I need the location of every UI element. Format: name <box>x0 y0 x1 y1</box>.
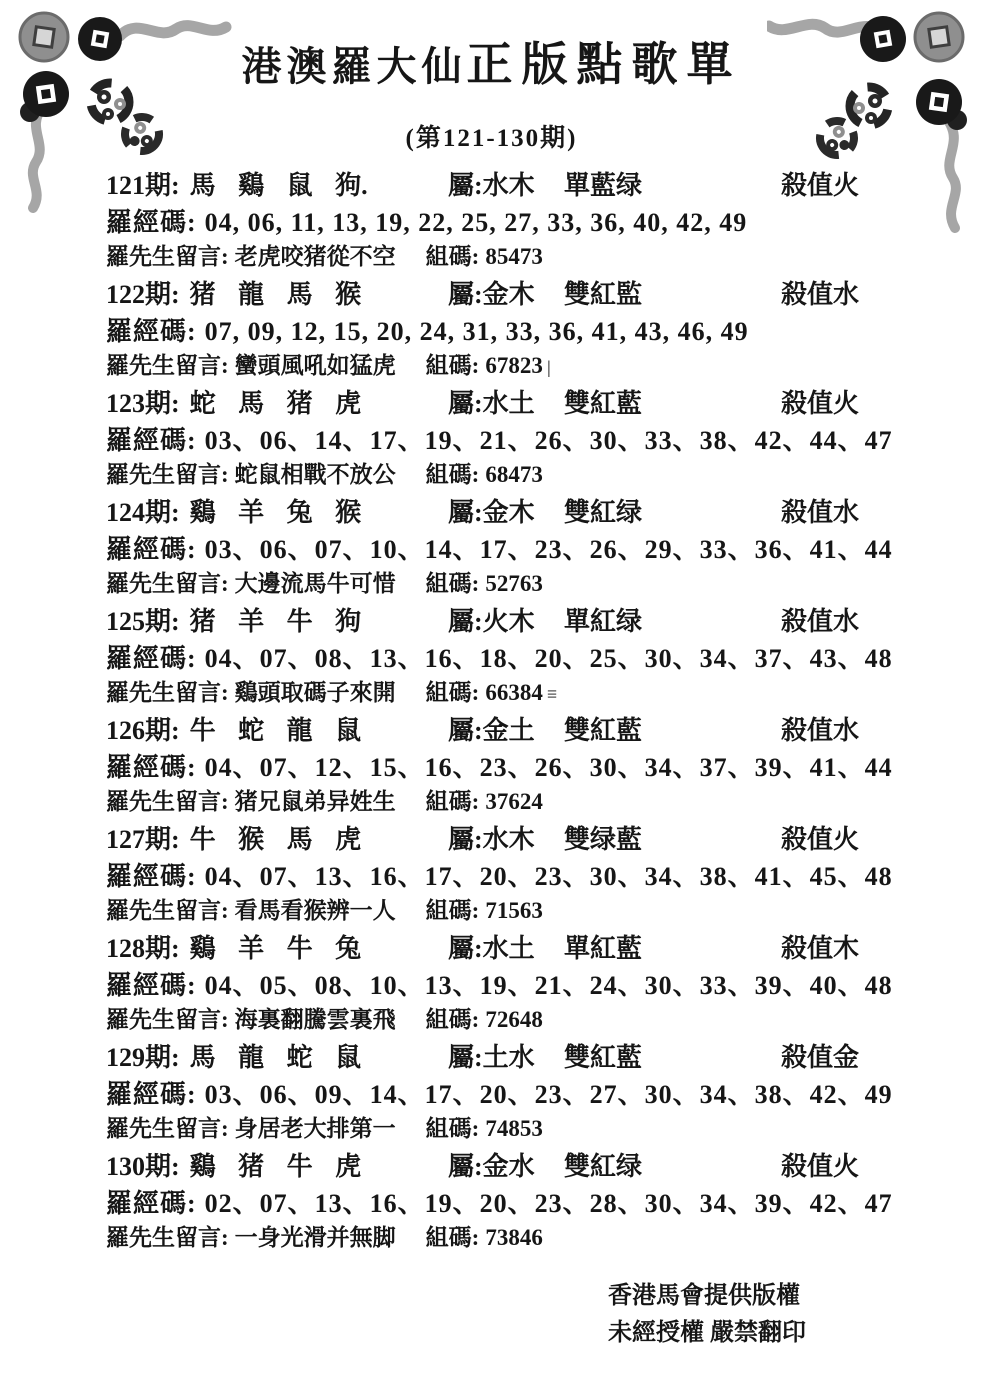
luo-codes-line <box>106 204 872 242</box>
message-text: 鷄頭取碼子來開 <box>234 680 396 705</box>
belong-label: 屬: <box>448 389 483 418</box>
period-suffix-label: 期: <box>145 825 180 854</box>
footer-line-2: 未經授權 嚴禁翻印 <box>608 1320 806 1346</box>
luo-codes-label: 羅經碼: <box>106 1189 197 1218</box>
luo-codes-line <box>106 858 893 896</box>
kill-prefix-label: 殺值 <box>781 607 834 636</box>
period-and-animals <box>106 1149 448 1185</box>
group-code-value: 72648 <box>485 1007 543 1032</box>
period-suffix-label: 期: <box>145 280 180 309</box>
kill-value <box>781 1149 872 1185</box>
print-noise-mark: | <box>546 357 551 377</box>
group-code-label: 組碼: <box>425 1116 480 1141</box>
luo-codes-line <box>106 1185 893 1223</box>
period-and-animals <box>106 931 448 967</box>
period-section <box>106 822 893 929</box>
period-header-line <box>106 277 872 313</box>
message-text: 一身光滑并無脚 <box>234 1225 396 1250</box>
period-section <box>106 931 893 1038</box>
period-suffix-label: 期: <box>145 389 180 418</box>
luo-codes-numbers: 03、06、14、17、19、21、26、30、33、38、42、44、47 <box>204 426 893 455</box>
issue-range-subtitle: (第121-130期) <box>405 125 578 152</box>
group-code-label: 組碼: <box>425 462 480 487</box>
document-header <box>0 0 983 154</box>
message-text: 海裏翻騰雲裏飛 <box>234 1007 396 1032</box>
message-label: 羅先生留言: <box>106 244 229 269</box>
period-number: 121 <box>106 171 145 200</box>
kill-prefix-label: 殺值 <box>781 1043 834 1072</box>
luo-codes-label: 羅經碼: <box>106 535 197 564</box>
kill-value <box>781 931 872 967</box>
belong-label: 屬: <box>448 1043 483 1072</box>
period-suffix-label: 期: <box>145 1152 180 1181</box>
message-text: 大邊流馬牛可惜 <box>234 571 396 596</box>
luo-codes-numbers: 04, 06, 11, 13, 19, 22, 25, 27, 33, 36, 40, 42, 49 <box>204 208 748 237</box>
luo-codes-line <box>106 531 893 569</box>
print-noise-mark: ≡ <box>546 684 558 704</box>
element-attribute <box>448 495 564 531</box>
period-number: 129 <box>106 1043 145 1072</box>
period-number: 125 <box>106 607 145 636</box>
elements-value: 土水 <box>482 1043 535 1072</box>
kill-prefix-label: 殺值 <box>781 280 834 309</box>
kill-element: 水 <box>833 498 860 527</box>
belong-label: 屬: <box>448 171 483 200</box>
group-code-label: 組碼: <box>425 680 480 705</box>
group-code-value: 74853 <box>485 1116 543 1141</box>
belong-label: 屬: <box>448 825 483 854</box>
group-code-label: 組碼: <box>425 571 480 596</box>
period-and-animals <box>106 495 448 531</box>
message-label: 羅先生留言: <box>106 353 229 378</box>
kill-element: 水 <box>833 280 860 309</box>
group-code-label: 組碼: <box>425 244 480 269</box>
luo-codes-numbers: 04、07、08、13、16、18、20、25、30、34、37、43、48 <box>204 644 893 673</box>
animals-list: 鷄 羊 兔 猴 <box>189 498 362 527</box>
message-label: 羅先生留言: <box>106 898 229 923</box>
period-and-animals <box>106 1040 448 1076</box>
luo-codes-label: 羅經碼: <box>106 862 197 891</box>
luo-codes-numbers: 07, 09, 12, 15, 20, 24, 31, 33, 36, 41, 43, 46, 49 <box>204 317 749 346</box>
luo-codes-line <box>106 967 893 1005</box>
luo-codes-line <box>106 1076 893 1114</box>
kill-element: 火 <box>833 389 860 418</box>
period-and-animals <box>106 713 448 749</box>
message-line <box>106 787 872 820</box>
group-code-label: 組碼: <box>425 1225 480 1250</box>
color-combination: 雙紅監 <box>564 280 643 309</box>
element-attribute <box>448 713 564 749</box>
period-and-animals <box>106 386 448 422</box>
group-code-value: 52763 <box>485 571 543 596</box>
element-attribute <box>448 277 564 313</box>
group-code-label: 組碼: <box>425 353 480 378</box>
belong-label: 屬: <box>448 280 483 309</box>
kill-element: 木 <box>833 934 860 963</box>
message-label: 羅先生留言: <box>106 1007 229 1032</box>
message-line <box>106 896 872 929</box>
animals-list: 馬 鷄 鼠 狗. <box>189 171 368 200</box>
elements-value: 火木 <box>482 607 535 636</box>
message-line <box>106 1005 872 1038</box>
color-combination: 單紅藍 <box>564 934 643 963</box>
title-main: 正版點歌單 <box>466 39 742 90</box>
color-combination: 雙紅藍 <box>564 716 643 745</box>
kill-prefix-label: 殺值 <box>781 825 834 854</box>
animals-list: 馬 龍 蛇 鼠 <box>189 1043 362 1072</box>
period-header-line <box>106 168 872 204</box>
message-text: 身居老大排第一 <box>234 1116 396 1141</box>
period-header-line <box>106 495 872 531</box>
period-section <box>106 1149 893 1256</box>
element-attribute <box>448 386 564 422</box>
period-number: 122 <box>106 280 145 309</box>
message-label: 羅先生留言: <box>106 680 229 705</box>
kill-prefix-label: 殺值 <box>781 716 834 745</box>
message-label: 羅先生留言: <box>106 789 229 814</box>
period-section <box>106 604 893 711</box>
belong-label: 屬: <box>448 607 483 636</box>
period-suffix-label: 期: <box>145 171 180 200</box>
element-attribute <box>448 168 564 204</box>
period-section <box>106 713 893 820</box>
message-line <box>106 569 872 602</box>
belong-label: 屬: <box>448 1152 483 1181</box>
period-header-line <box>106 713 872 749</box>
period-number: 124 <box>106 498 145 527</box>
elements-value: 金木 <box>482 498 535 527</box>
period-header-line <box>106 1040 872 1076</box>
kill-element: 水 <box>833 607 860 636</box>
kill-element: 金 <box>833 1043 860 1072</box>
elements-value: 水土 <box>482 934 535 963</box>
luo-codes-line <box>106 422 893 460</box>
element-attribute <box>448 1040 564 1076</box>
message-text: 蛇鼠相戰不放公 <box>234 462 396 487</box>
message-text: 看馬看猴辨一人 <box>234 898 396 923</box>
kill-element: 火 <box>833 171 860 200</box>
luo-codes-numbers: 03、06、09、14、17、20、23、27、30、34、38、42、49 <box>204 1080 893 1109</box>
luo-codes-label: 羅經碼: <box>106 317 197 346</box>
sections <box>106 168 893 1258</box>
period-header-line <box>106 822 872 858</box>
period-section <box>106 1040 893 1147</box>
kill-prefix-label: 殺值 <box>781 498 834 527</box>
group-code-label: 組碼: <box>425 1007 480 1032</box>
elements-value: 金木 <box>482 280 535 309</box>
kill-value <box>781 168 872 204</box>
period-number: 123 <box>106 389 145 418</box>
period-and-animals <box>106 604 448 640</box>
title-prefix: 港澳羅大仙 <box>241 44 467 89</box>
animals-list: 猪 羊 牛 狗 <box>189 607 362 636</box>
luo-codes-numbers: 03、06、07、10、14、17、23、26、29、33、36、41、44 <box>204 535 893 564</box>
elements-value: 水土 <box>482 389 535 418</box>
luo-codes-line <box>106 749 893 787</box>
period-suffix-label: 期: <box>145 498 180 527</box>
period-section <box>106 495 893 602</box>
message-line <box>106 242 872 275</box>
kill-prefix-label: 殺值 <box>781 171 834 200</box>
kill-value <box>781 604 872 640</box>
kill-element: 水 <box>833 716 860 745</box>
elements-value: 水木 <box>482 171 535 200</box>
luo-codes-label: 羅經碼: <box>106 426 197 455</box>
animals-list: 牛 蛇 龍 鼠 <box>189 716 362 745</box>
kill-value <box>781 277 872 313</box>
period-section <box>106 168 872 275</box>
message-text: 老虎咬猪從不空 <box>234 244 396 269</box>
color-combination: 雙绿藍 <box>564 825 643 854</box>
color-combination: 雙紅绿 <box>564 498 643 527</box>
copyright-footer <box>608 1278 806 1352</box>
kill-value <box>781 822 872 858</box>
group-code-value: 37624 <box>485 789 543 814</box>
period-and-animals <box>106 168 448 204</box>
elements-value: 水木 <box>482 825 535 854</box>
element-attribute <box>448 604 564 640</box>
belong-label: 屬: <box>448 716 483 745</box>
color-combination: 雙紅绿 <box>564 1152 643 1181</box>
luo-codes-label: 羅經碼: <box>106 753 197 782</box>
message-line <box>106 351 872 384</box>
message-line <box>106 460 872 493</box>
period-and-animals <box>106 822 448 858</box>
luo-codes-label: 羅經碼: <box>106 1080 197 1109</box>
kill-element: 火 <box>833 1152 860 1181</box>
message-label: 羅先生留言: <box>106 571 229 596</box>
luo-codes-numbers: 02、07、13、16、19、20、23、28、30、34、39、42、47 <box>204 1189 893 1218</box>
group-code-value: 68473 <box>485 462 543 487</box>
message-line <box>106 1114 872 1147</box>
message-label: 羅先生留言: <box>106 1225 229 1250</box>
period-number: 128 <box>106 934 145 963</box>
elements-value: 金土 <box>482 716 535 745</box>
period-suffix-label: 期: <box>145 607 180 636</box>
kill-value <box>781 713 872 749</box>
animals-list: 牛 猴 馬 虎 <box>189 825 362 854</box>
period-and-animals <box>106 277 448 313</box>
period-suffix-label: 期: <box>145 934 180 963</box>
color-combination: 單紅绿 <box>564 607 643 636</box>
period-number: 127 <box>106 825 145 854</box>
kill-element: 火 <box>833 825 860 854</box>
elements-value: 金水 <box>482 1152 535 1181</box>
group-code-value: 73846 <box>485 1225 543 1250</box>
group-code-value: 71563 <box>485 898 543 923</box>
group-code-label: 組碼: <box>425 789 480 814</box>
group-code-value: 67823 <box>485 353 543 378</box>
message-line <box>106 678 872 711</box>
belong-label: 屬: <box>448 934 483 963</box>
message-line <box>106 1223 872 1256</box>
color-combination: 雙紅藍 <box>564 389 643 418</box>
period-section <box>106 277 872 384</box>
kill-prefix-label: 殺值 <box>781 1152 834 1181</box>
kill-prefix-label: 殺值 <box>781 389 834 418</box>
group-code-value: 85473 <box>485 244 543 269</box>
color-combination: 雙紅藍 <box>564 1043 643 1072</box>
message-label: 羅先生留言: <box>106 1116 229 1141</box>
message-text: 猪兄鼠弟异姓生 <box>234 789 396 814</box>
animals-list: 猪 龍 馬 猴 <box>189 280 362 309</box>
luo-codes-numbers: 04、07、12、15、16、23、26、30、34、37、39、41、44 <box>204 753 893 782</box>
color-combination: 單藍绿 <box>564 171 643 200</box>
period-header-line <box>106 386 872 422</box>
luo-codes-numbers: 04、05、08、10、13、19、21、24、30、33、39、40、48 <box>204 971 893 1000</box>
page-title <box>0 28 983 94</box>
kill-value <box>781 1040 872 1076</box>
luo-codes-numbers: 04、07、13、16、17、20、23、30、34、38、41、45、48 <box>204 862 893 891</box>
period-header-line <box>106 604 872 640</box>
element-attribute <box>448 1149 564 1185</box>
element-attribute <box>448 822 564 858</box>
luo-codes-label: 羅經碼: <box>106 208 197 237</box>
period-number: 130 <box>106 1152 145 1181</box>
period-number: 126 <box>106 716 145 745</box>
message-label: 羅先生留言: <box>106 462 229 487</box>
luo-codes-line <box>106 313 872 351</box>
period-suffix-label: 期: <box>145 716 180 745</box>
kill-prefix-label: 殺值 <box>781 934 834 963</box>
luo-codes-label: 羅經碼: <box>106 971 197 1000</box>
kill-value <box>781 495 872 531</box>
group-code-value: 66384 <box>485 680 543 705</box>
element-attribute <box>448 931 564 967</box>
luo-codes-label: 羅經碼: <box>106 644 197 673</box>
animals-list: 鷄 羊 牛 兔 <box>189 934 362 963</box>
group-code-label: 組碼: <box>425 898 480 923</box>
period-suffix-label: 期: <box>145 1043 180 1072</box>
animals-list: 鷄 猪 牛 虎 <box>189 1152 362 1181</box>
luo-codes-line <box>106 640 893 678</box>
belong-label: 屬: <box>448 498 483 527</box>
animals-list: 蛇 馬 猪 虎 <box>189 389 362 418</box>
footer-line-1: 香港馬會提供版權 <box>608 1283 800 1309</box>
message-text: 蠻頭風吼如猛虎 <box>234 353 396 378</box>
period-section <box>106 386 893 493</box>
period-header-line <box>106 1149 872 1185</box>
period-header-line <box>106 931 872 967</box>
kill-value <box>781 386 872 422</box>
